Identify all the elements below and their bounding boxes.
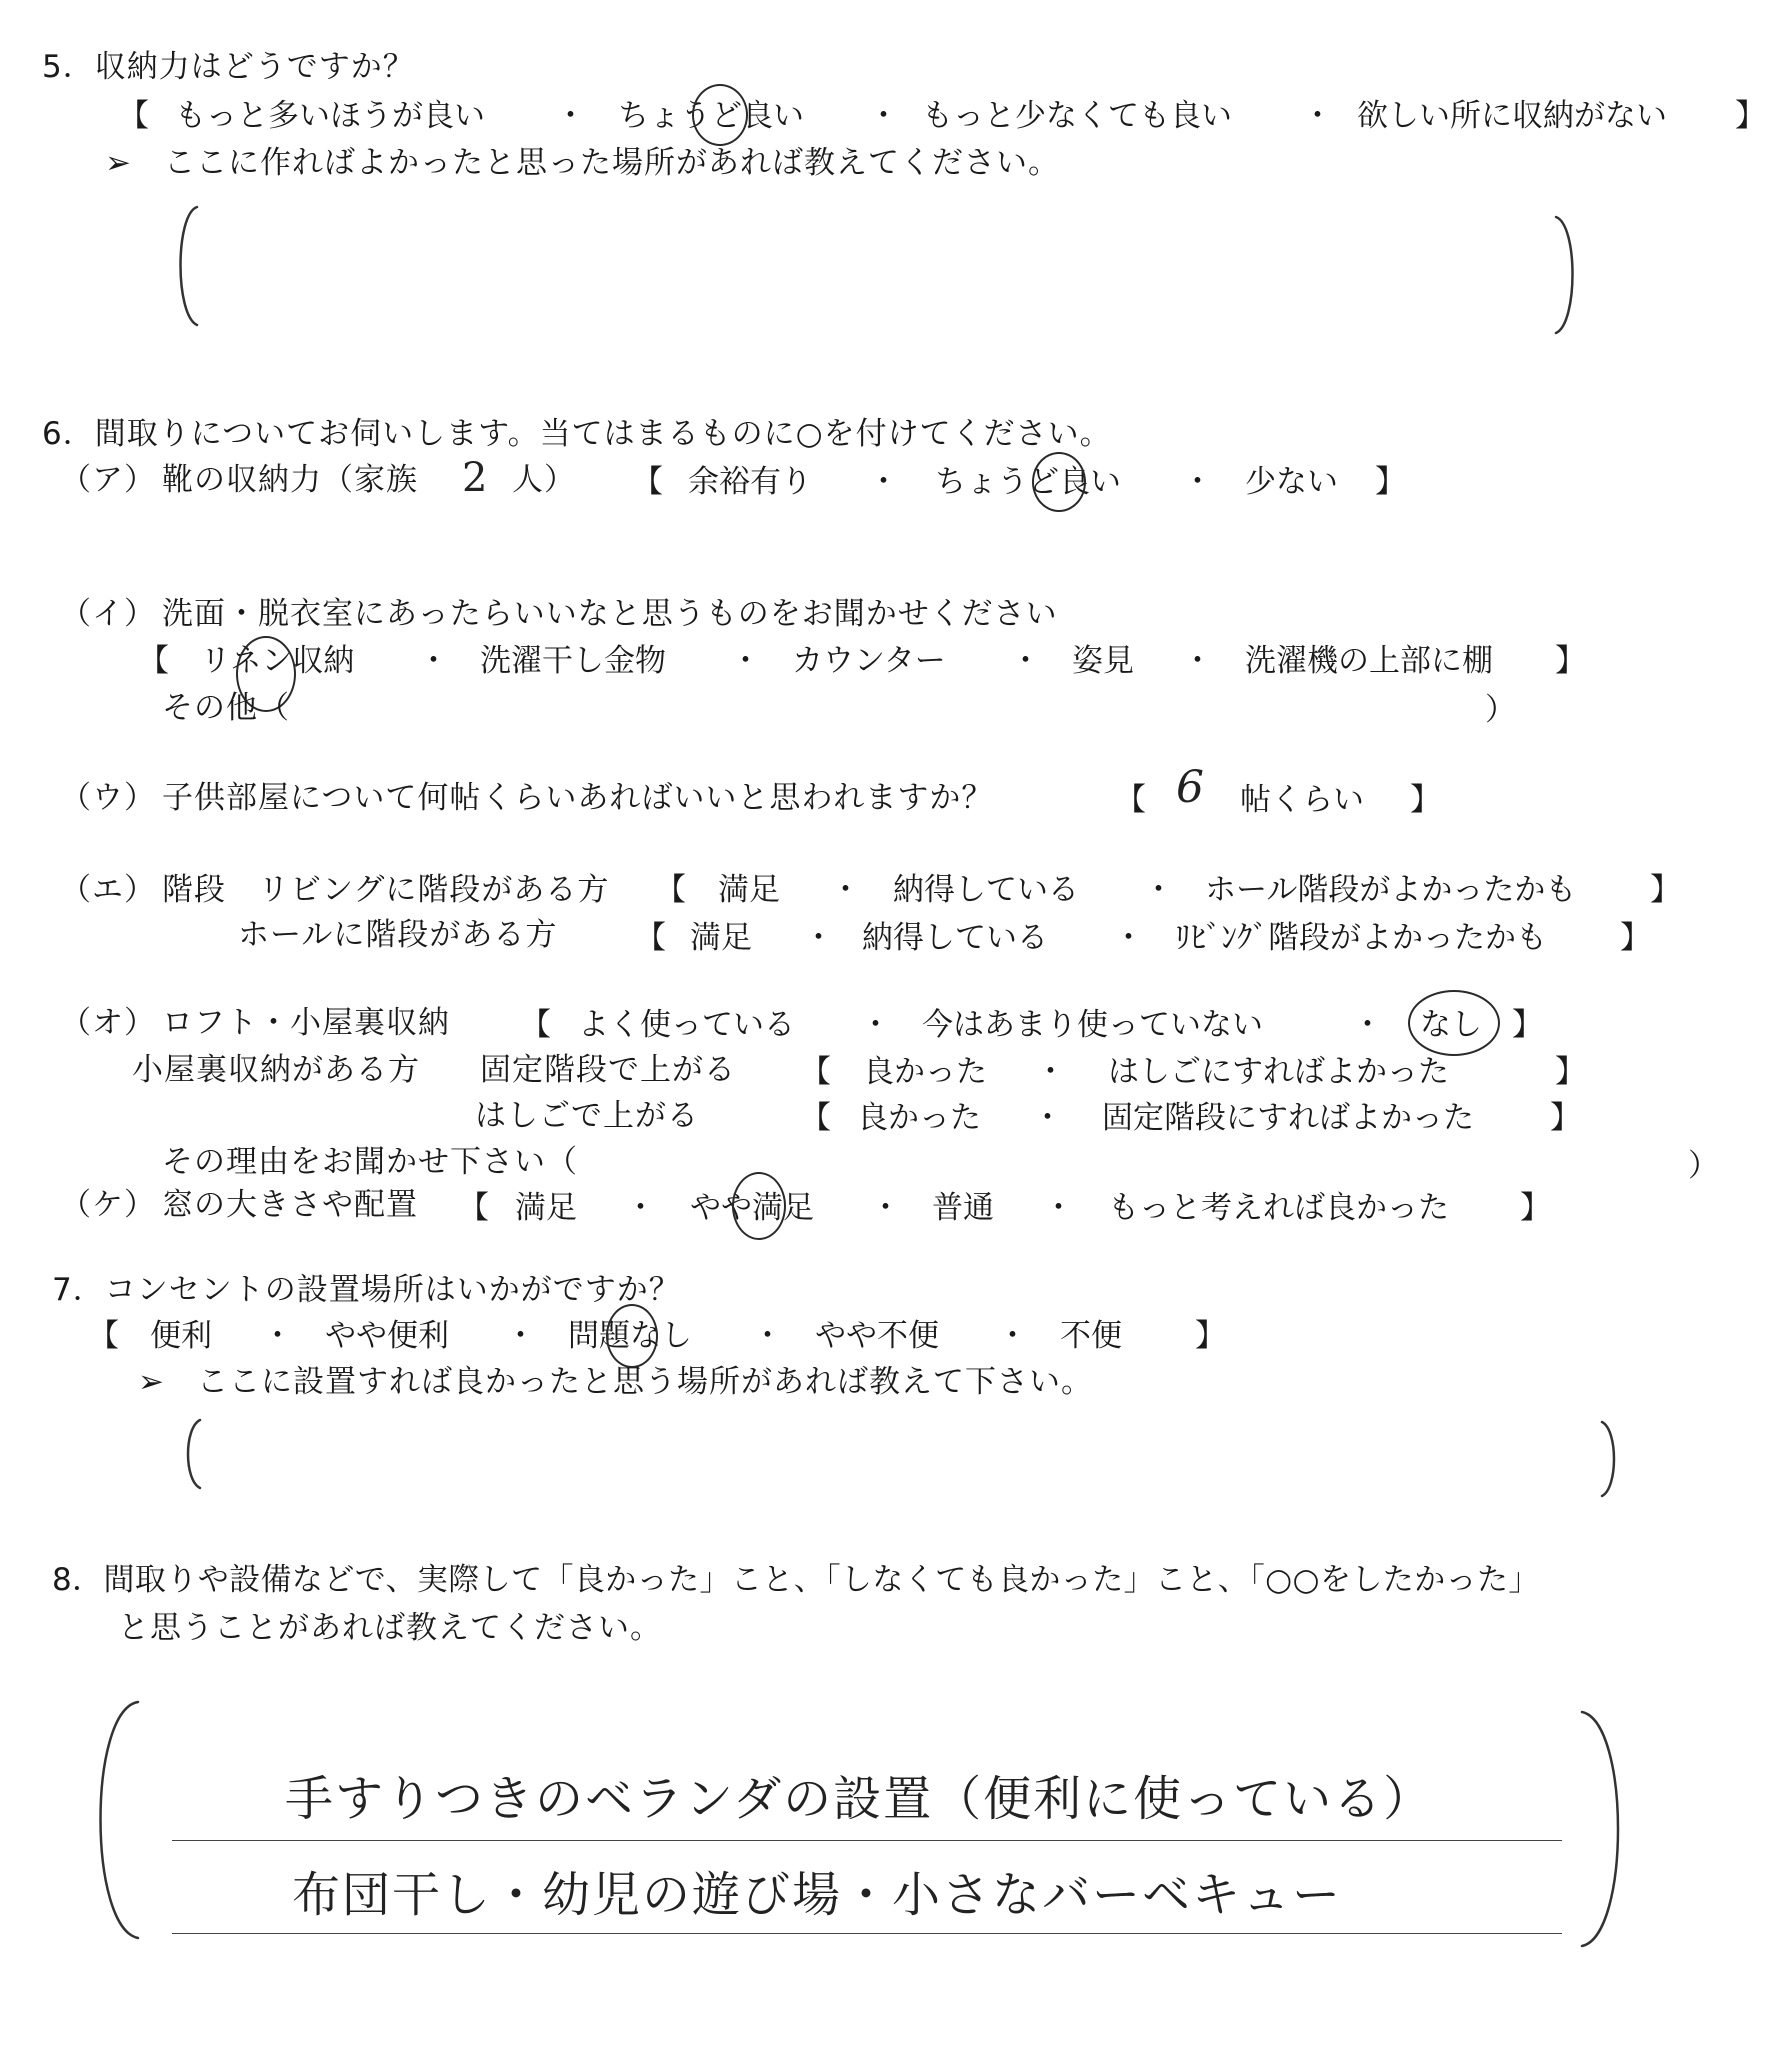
q6o-question: ロフト・小屋裏収納 — [162, 1005, 450, 1041]
q5-answer-box-left — [175, 205, 205, 327]
q5-sep-1: ・ — [555, 98, 586, 134]
q7-sep-2: ・ — [505, 1318, 536, 1354]
q8-title-line2: と思うことがあれば教えてください。 — [118, 1610, 662, 1646]
q7-answer-box-left — [180, 1418, 210, 1490]
q6o-reason-label: その理由をお聞かせ下さい（ — [162, 1144, 578, 1180]
q6o-fixed-bracket-close: 】 — [1555, 1054, 1586, 1090]
q5-option-less[interactable]: もっと少なくても良い — [922, 98, 1232, 134]
q8-title-line1: 8．間取りや設備などで、実際して「良かった」こと、「しなくても良かった」こと、「○○をしたかった」 — [52, 1562, 1540, 1598]
q7-option-convenient[interactable]: 便利 — [150, 1318, 212, 1354]
q6i-question: 洗面・脱衣室にあったらいいなと思うものをお聞かせください — [162, 596, 1058, 632]
q5-answer-box-right — [1552, 215, 1582, 335]
q6u-unit: 帖くらい — [1240, 782, 1364, 818]
q7-option-somewhat-inconvenient[interactable]: やや不便 — [815, 1318, 939, 1354]
q6o-answer-circle — [1408, 990, 1500, 1056]
q7-option-no-problem[interactable]: 問題なし — [568, 1318, 692, 1354]
q6a-option-few[interactable]: 少ない — [1245, 464, 1338, 500]
q6o-label: （オ） — [60, 1005, 156, 1041]
q6i-option-mirror[interactable]: 姿見 — [1072, 643, 1134, 679]
q6u-label: （ウ） — [60, 780, 156, 816]
q6o-ladder-bracket-close: 】 — [1550, 1100, 1581, 1136]
q6ke-sep-2: ・ — [870, 1190, 901, 1226]
q6a-bracket-open: 【 — [632, 464, 663, 500]
q6ke-option-somewhat[interactable]: やや満足 — [690, 1190, 814, 1226]
q6a-question: 靴の収納力（家族 — [162, 462, 418, 498]
q6o-bracket-close: 】 — [1512, 1007, 1543, 1043]
q6e-row1-option-hall[interactable]: ホール階段がよかったかも — [1205, 872, 1577, 908]
q6o-sep-2: ・ — [1352, 1007, 1383, 1043]
q6i-option-counter[interactable]: カウンター — [792, 643, 946, 679]
q6ke-label: （ケ） — [60, 1187, 156, 1223]
q6u-bracket-open: 【 — [1115, 782, 1146, 818]
q7-option-somewhat-convenient[interactable]: やや便利 — [325, 1318, 449, 1354]
q6a-sep-2: ・ — [1182, 464, 1213, 500]
q5-bracket-close: 】 — [1735, 98, 1766, 134]
q6o-option-often[interactable]: よく使っている — [578, 1007, 795, 1043]
q5-bracket-open: 【 — [118, 98, 149, 134]
q6o-fixed-option-good[interactable]: 良かった — [863, 1054, 987, 1090]
q6e-row1-label: 階段 リビングに階段がある方 — [162, 872, 610, 908]
q6o-sep-1: ・ — [860, 1007, 891, 1043]
q8-answer-rule-1 — [172, 1840, 1562, 1841]
q6o-ladder-label: はしごで上がる — [475, 1098, 699, 1134]
q6i-option-shelf[interactable]: 洗濯機の上部に棚 — [1245, 643, 1493, 679]
q5-prompt: ➢ ここに作ればよかったと思った場所があれば教えてください。 — [105, 145, 1060, 181]
q7-sep-3: ・ — [752, 1318, 783, 1354]
q8-answer-line1[interactable]: 手すりつきのベランダの設置（便利に使っている） — [285, 1771, 1434, 1827]
q6e-row2-label: ホールに階段がある方 — [238, 917, 558, 953]
q6a-answer-circle — [1032, 452, 1086, 512]
q6e-row2-option-convinced[interactable]: 納得している — [862, 920, 1048, 956]
q6o-fixed-bracket-open: 【 — [800, 1054, 831, 1090]
q6e-row2-bracket-open: 【 — [635, 920, 666, 956]
q6ke-option-satisfied[interactable]: 満足 — [515, 1190, 577, 1226]
q6o-ladder-bracket-open: 【 — [800, 1100, 831, 1136]
q6i-sep-1: ・ — [418, 643, 449, 679]
q5-answer-circle — [692, 84, 748, 146]
q6i-bracket-open: 【 — [138, 643, 169, 679]
q7-answer-circle — [606, 1304, 658, 1368]
q6e-row1-bracket-close: 】 — [1650, 872, 1681, 908]
q6o-option-rarely[interactable]: 今はあまり使っていない — [922, 1007, 1263, 1043]
q8-answer-line2[interactable]: 布団干し・幼児の遊び場・小さなバーベキュー — [292, 1867, 1343, 1923]
q7-option-inconvenient[interactable]: 不便 — [1060, 1318, 1122, 1354]
q6i-label: （イ） — [60, 596, 156, 632]
q6e-row1-option-satisfied[interactable]: 満足 — [718, 872, 780, 908]
q6o-ladder-option-good[interactable]: 良かった — [857, 1100, 981, 1136]
q5-option-just-right[interactable]: ちょうど良い — [618, 98, 804, 134]
q6e-label: （エ） — [60, 872, 156, 908]
q6i-other-label: その他（ — [162, 690, 290, 726]
q5-option-more[interactable]: もっと多いほうが良い — [175, 98, 485, 134]
q6o-ladder-sep: ・ — [1032, 1100, 1063, 1136]
q6o-ladder-option-fixed[interactable]: 固定階段にすればよかった — [1102, 1100, 1474, 1136]
q7-bracket-open: 【 — [88, 1318, 119, 1354]
q6e-row2-sep-1: ・ — [803, 920, 834, 956]
q6i-other-close: ） — [1485, 692, 1517, 728]
q6u-bracket-close: 】 — [1410, 782, 1441, 818]
q6ke-bracket-close: 】 — [1520, 1190, 1551, 1226]
q8-answer-box-left — [88, 1700, 148, 1940]
q6o-bracket-open: 【 — [520, 1007, 551, 1043]
q6i-bracket-close: 】 — [1555, 643, 1586, 679]
q7-bracket-close: 】 — [1195, 1318, 1226, 1354]
q6ke-sep-1: ・ — [625, 1190, 656, 1226]
q7-sep-1: ・ — [262, 1318, 293, 1354]
q6i-sep-4: ・ — [1182, 643, 1213, 679]
q8-answer-rule-2 — [172, 1933, 1562, 1934]
q7-title: 7．コンセントの設置場所はいかがですか？ — [52, 1272, 681, 1308]
q6e-row1-sep-1: ・ — [830, 872, 861, 908]
q6ke-bracket-open: 【 — [458, 1190, 489, 1226]
q7-sep-4: ・ — [997, 1318, 1028, 1354]
q6e-row2-bracket-close: 】 — [1620, 920, 1651, 956]
q6o-fixed-sep: ・ — [1035, 1054, 1066, 1090]
q6o-fixed-label: 固定階段で上がる — [480, 1052, 736, 1088]
q6e-row2-sep-2: ・ — [1113, 920, 1144, 956]
q6a-label: （ア） — [60, 462, 156, 498]
q6a-bracket-close: 】 — [1375, 464, 1406, 500]
q6ke-option-normal[interactable]: 普通 — [932, 1190, 994, 1226]
q6e-row2-option-satisfied[interactable]: 満足 — [690, 920, 752, 956]
q6e-row1-option-convinced[interactable]: 納得している — [893, 872, 1079, 908]
q6ke-option-should-think[interactable]: もっと考えれば良かった — [1108, 1190, 1449, 1226]
q6e-row1-bracket-open: 【 — [655, 872, 686, 908]
q5-sep-3: ・ — [1302, 98, 1333, 134]
q6i-option-laundry-hanger[interactable]: 洗濯干し金物 — [480, 643, 666, 679]
q6u-answer[interactable]: 6 — [1176, 762, 1204, 813]
q6-title: 6．間取りについてお伺いします。当てはまるものに○を付けてください。 — [42, 416, 1112, 452]
q7-prompt: ➢ ここに設置すれば良かったと思う場所があれば教えて下さい。 — [138, 1364, 1093, 1400]
q5-option-missing[interactable]: 欲しい所に収納がない — [1357, 98, 1667, 134]
q6ke-question: 窓の大きさや配置 — [162, 1187, 418, 1223]
q6ke-sep-3: ・ — [1043, 1190, 1074, 1226]
q6e-row2-option-living[interactable]: ﾘﾋﾞﾝｸﾞ階段がよかったかも — [1175, 920, 1547, 956]
q6a-option-just-right[interactable]: ちょうど良い — [935, 464, 1121, 500]
q6a-question-end: 人） — [512, 462, 576, 498]
q5-title: 5．収納力はどうですか？ — [42, 49, 415, 85]
q6o-option-none[interactable]: なし — [1420, 1007, 1482, 1043]
q6u-question: 子供部屋について何帖くらいあればいいと思われますか？ — [162, 780, 994, 816]
q6i-option-linen[interactable]: リネン収納 — [200, 643, 355, 679]
q6a-option-ample[interactable]: 余裕有り — [688, 464, 812, 500]
q6o-attic-label: 小屋裏収納がある方 — [132, 1052, 420, 1088]
q6i-sep-3: ・ — [1010, 643, 1041, 679]
q5-sep-2: ・ — [868, 98, 899, 134]
q6a-sep-1: ・ — [868, 464, 899, 500]
q6o-reason-close: ） — [1688, 1148, 1720, 1184]
q6ke-answer-circle — [732, 1172, 786, 1240]
q7-answer-box-right — [1596, 1420, 1626, 1498]
q8-answer-box-right — [1574, 1710, 1634, 1948]
q6i-sep-2: ・ — [730, 643, 761, 679]
q6a-family-count[interactable]: 2 — [462, 455, 488, 501]
q6e-row1-sep-2: ・ — [1143, 872, 1174, 908]
q6o-fixed-option-ladder[interactable]: はしごにすればよかった — [1108, 1054, 1449, 1090]
